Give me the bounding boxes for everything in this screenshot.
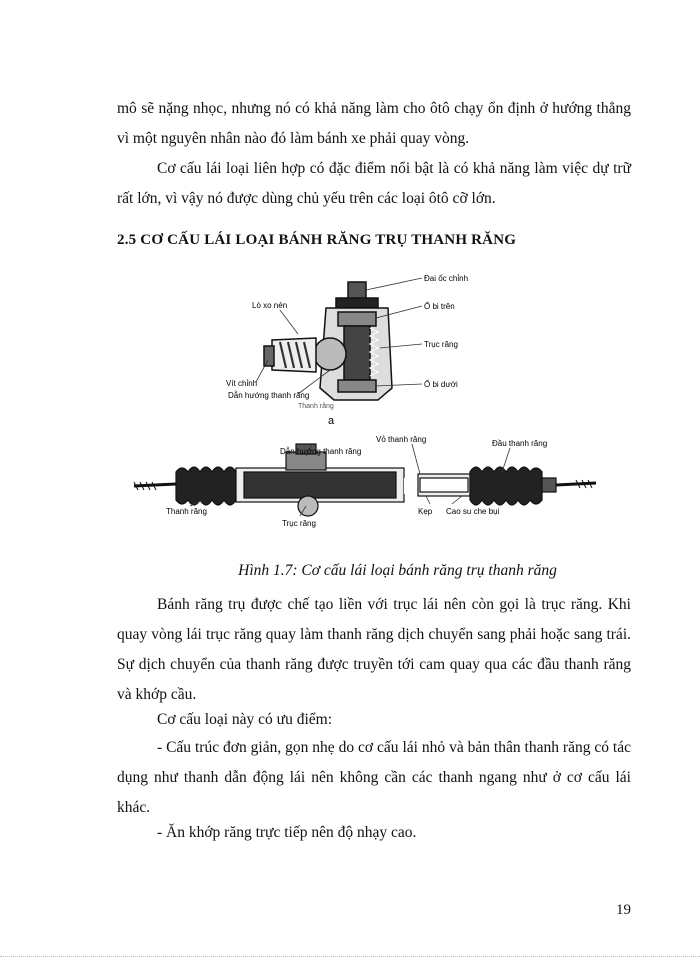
figure-part-b (134, 444, 596, 516)
label-truc-rang-b: Trục răng (282, 519, 316, 528)
label-dai-oc-chinh: Đai ốc chỉnh (424, 274, 469, 283)
paragraph-combined-mechanism: Cơ cấu lái loại liên hợp có đặc điểm nổi bật là có khả năng làm việc dự trữ rất lớn, vì vậy nó được dùng chủ yếu trên các loại ôtô cỡ lớn. (117, 160, 631, 207)
paragraph-continuation: mô sẽ nặng nhọc, nhưng nó có khả năng làm cho ôtô chạy ổn định ở hướng thẳng vì một nguyên nhân nào đó làm bánh xe phải quay vòng. (117, 100, 631, 147)
label-o-bi-tren: Ổ bi trên (424, 302, 455, 311)
label-dan-huong-b: Dẫn hướng thanh răng (280, 447, 362, 456)
figure-drawing (130, 268, 600, 538)
paragraph-pinion-description: Bánh răng trụ được chế tạo liền với trục lái nên còn gọi là trục răng. Khi quay vòng lái trục răng quay làm thanh răng dịch chuyển sang phải hoặc sang trái. Sự dịch chuyển của thanh răng được truyền tới cam quay qua các đầu thanh răng và khớp cầu. (117, 596, 631, 703)
figure-caption: Hình 1.7: Cơ cấu lái loại bánh răng trụ thanh răng (238, 562, 557, 579)
list-item-advantage-1: - Cấu trúc đơn giản, gọn nhẹ do cơ cấu lái nhỏ và bản thân thanh răng có tác dụng như thanh dẫn động lái nên không cần các thanh ngang như ở cơ cấu lái khác. (117, 739, 631, 816)
label-vo-thanh-rang: Vỏ thanh răng (376, 435, 427, 444)
footer-divider (0, 956, 700, 957)
label-dan-huong-a: Dẫn hướng thanh răng (228, 391, 310, 400)
label-thanh-rang-cut: Thanh răng (298, 403, 334, 410)
list-item-advantage-2: - Ăn khớp răng trực tiếp nên độ nhạy cao. (157, 824, 417, 841)
figure-rack-pinion (130, 268, 600, 538)
label-thanh-rang-b: Thanh răng (166, 507, 207, 516)
label-truc-rang-a: Trục răng (424, 340, 458, 349)
label-cao-su: Cao su che bụi (446, 507, 500, 516)
label-lo-xo-nen: Lò xo nén (252, 301, 288, 310)
figure-part-a (264, 282, 392, 400)
label-kep: Kẹp (418, 507, 433, 516)
label-dau-thanh-rang: Đầu thanh răng (492, 439, 548, 448)
section-heading: 2.5 CƠ CẤU LÁI LOẠI BÁNH RĂNG TRỤ THANH RĂNG (117, 232, 517, 248)
label-vit-chinh: Vít chỉnh (226, 379, 258, 388)
label-o-bi-duoi: Ổ bi dưới (424, 380, 458, 389)
label-sub-a: a (328, 415, 335, 427)
paragraph-advantages-intro: Cơ cấu loại này có ưu điểm: (157, 711, 332, 728)
page-number: 19 (616, 902, 631, 918)
